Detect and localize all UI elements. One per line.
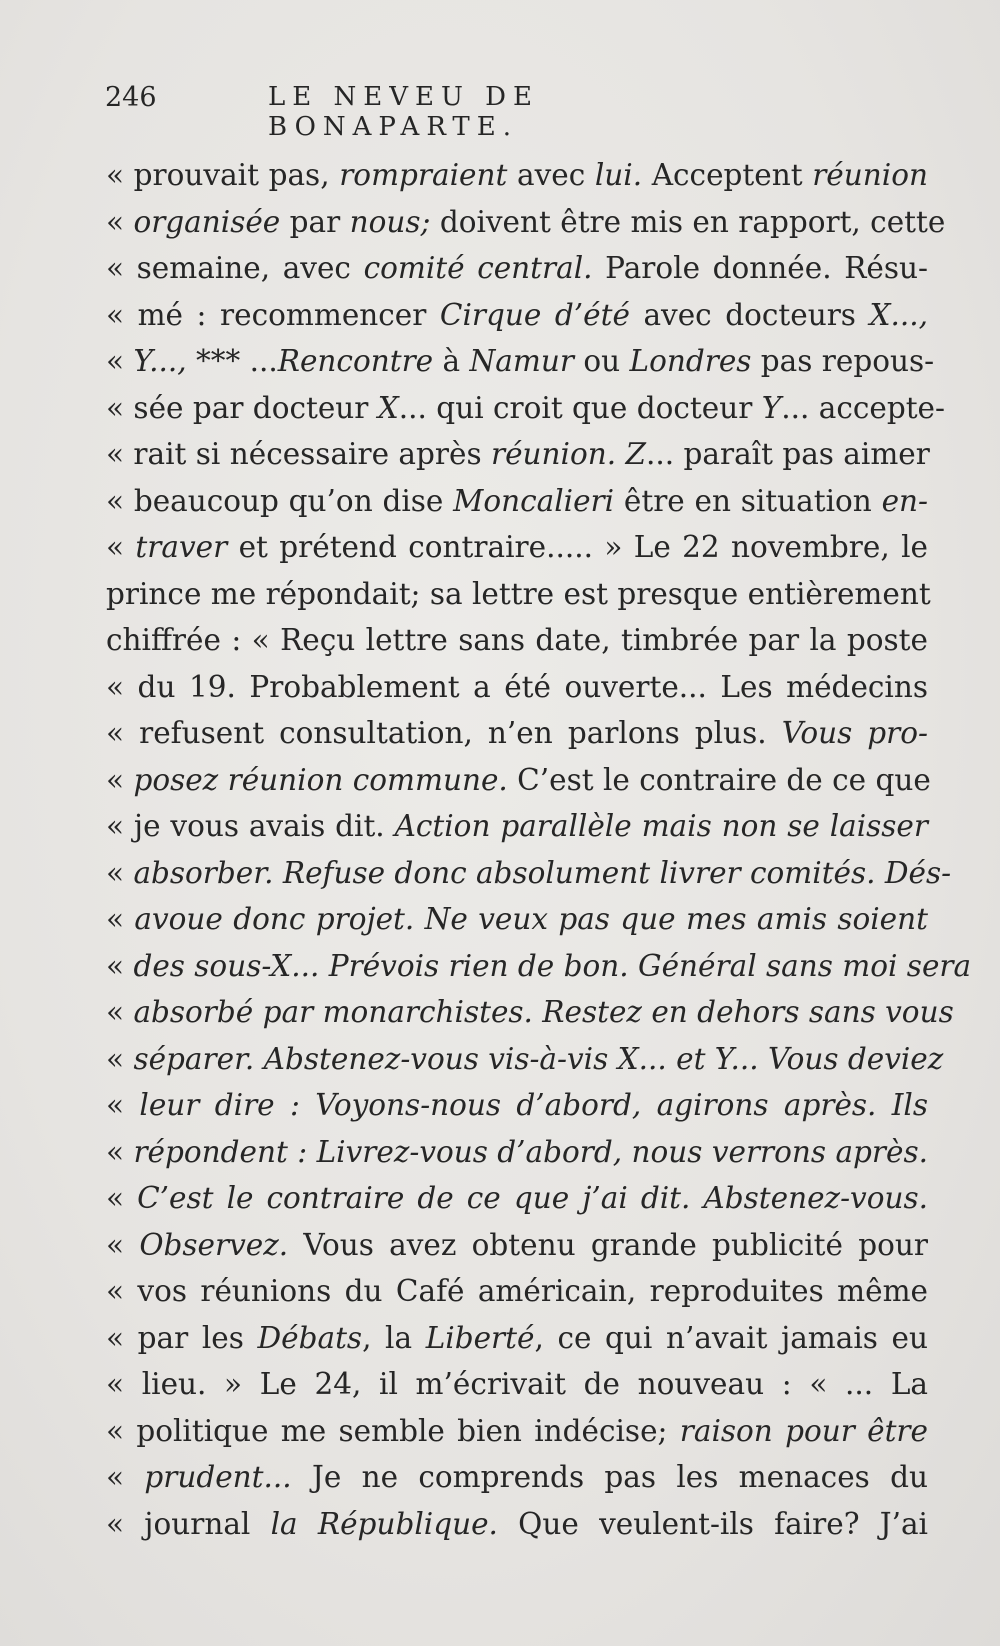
text-segment: « semaine, avec bbox=[106, 251, 364, 285]
italic-text-segment: réunion. Z bbox=[490, 437, 646, 471]
text-segment: Acceptent bbox=[642, 158, 813, 192]
text-line bbox=[106, 1408, 928, 1455]
text-segment: , la bbox=[362, 1320, 426, 1355]
text-segment: « bbox=[106, 344, 134, 378]
text-line bbox=[106, 1315, 928, 1362]
italic-text-segment: lui. bbox=[594, 158, 643, 192]
text-segment: , ce qui n’avait jamais eu bbox=[534, 1320, 929, 1355]
italic-text-segment: Vous pro- bbox=[781, 716, 928, 750]
italic-text-segment: en- bbox=[881, 483, 929, 518]
text-line bbox=[106, 1036, 944, 1083]
text-segment: ou bbox=[573, 344, 630, 378]
text-line bbox=[106, 292, 928, 339]
text-segment: « politique me semble bien indécise; bbox=[106, 1413, 680, 1448]
text-line bbox=[106, 1454, 928, 1501]
italic-text-segment: traver bbox=[135, 530, 228, 564]
text-segment: « bbox=[106, 1181, 138, 1215]
italic-text-segment: absorber. Refuse donc absolument livrer comités. Dés- bbox=[133, 855, 952, 890]
text-segment: ... accepte- bbox=[781, 390, 945, 425]
text-line bbox=[106, 152, 928, 199]
italic-text-segment: Moncalieri bbox=[453, 483, 615, 518]
italic-text-segment: Observez. bbox=[139, 1227, 289, 1262]
text-segment: ... qui croit que docteur bbox=[398, 390, 762, 425]
text-line bbox=[106, 1222, 928, 1269]
italic-text-segment: C’est le contraire de ce que j’ai dit. Abstenez-vous. bbox=[137, 1181, 928, 1215]
text-segment: C’est le contraire de ce que bbox=[507, 762, 931, 797]
text-segment: « bbox=[106, 1088, 140, 1122]
italic-text-segment: avoue donc projet. Ne veux pas que mes amis soient bbox=[134, 902, 928, 936]
text-segment: « par les bbox=[106, 1320, 258, 1355]
text-segment: avec docteurs bbox=[629, 297, 870, 332]
text-segment: « bbox=[106, 1227, 140, 1262]
text-line bbox=[106, 338, 935, 385]
text-segment: « beaucoup qu’on dise bbox=[106, 483, 454, 518]
italic-text-segment: Londres bbox=[629, 344, 752, 378]
italic-text-segment: Namur bbox=[469, 344, 574, 378]
body-text bbox=[106, 152, 972, 1547]
text-segment: « bbox=[106, 204, 134, 239]
italic-text-segment: des sous-X... Prévois rien de bon. Général sans moi sera bbox=[133, 948, 972, 983]
running-title: LE NEVEU DE BONAPARTE. bbox=[268, 82, 539, 142]
italic-text-segment: la République. bbox=[270, 1506, 498, 1541]
text-segment: être en situation bbox=[614, 483, 882, 518]
text-line bbox=[106, 617, 928, 664]
text-segment: à bbox=[433, 344, 470, 378]
text-line bbox=[106, 431, 928, 478]
italic-text-segment: Rencontre bbox=[277, 344, 434, 378]
text-segment: « journal bbox=[106, 1506, 271, 1541]
text-segment: « bbox=[106, 1041, 134, 1076]
text-line bbox=[106, 943, 972, 990]
text-line bbox=[106, 989, 954, 1036]
italic-text-segment: séparer. Abstenez-vous vis-à-vis X... et Y... Vous deviez bbox=[133, 1041, 944, 1076]
text-segment: prince me répondait; sa lettre est presque entièrement bbox=[106, 576, 931, 611]
page-number: 246 bbox=[105, 82, 157, 113]
text-segment: « bbox=[106, 1460, 145, 1494]
text-segment: « mé : recommencer bbox=[106, 297, 440, 332]
text-line bbox=[106, 571, 931, 618]
italic-text-segment: Cirque d’été bbox=[439, 297, 630, 332]
text-segment: « lieu. » Le 24, il m’écrivait de nouveau : « ... La bbox=[106, 1367, 928, 1401]
text-segment: Parole donnée. Résu- bbox=[592, 251, 928, 285]
text-segment: doivent être mis en rapport, cette bbox=[430, 204, 946, 239]
text-segment: « bbox=[106, 762, 134, 797]
text-line bbox=[106, 478, 928, 525]
text-segment: « vos réunions du Café américain, reproduites même bbox=[106, 1274, 928, 1308]
text-line bbox=[106, 524, 928, 571]
italic-text-segment: Liberté bbox=[425, 1320, 535, 1355]
text-line bbox=[106, 896, 928, 943]
text-segment: « bbox=[106, 855, 134, 890]
text-line bbox=[106, 199, 946, 246]
text-line bbox=[106, 1268, 928, 1315]
text-segment: « refusent consultation, n’en parlons plus. bbox=[106, 716, 782, 750]
text-segment: ... paraît pas aimer bbox=[645, 437, 930, 471]
text-line bbox=[106, 1501, 928, 1548]
italic-text-segment: répondent : Livrez-vous d’abord, nous verrons après. bbox=[133, 1134, 928, 1169]
italic-text-segment: Débats bbox=[257, 1320, 363, 1355]
text-line bbox=[106, 710, 928, 757]
text-segment: chiffrée : « Reçu lettre sans date, timbrée par la poste bbox=[106, 623, 928, 657]
text-segment: « bbox=[106, 902, 135, 936]
text-segment: pas repous- bbox=[751, 344, 935, 378]
italic-text-segment: nous; bbox=[349, 204, 431, 239]
text-line bbox=[106, 1082, 928, 1129]
text-line bbox=[106, 757, 931, 804]
running-head bbox=[105, 82, 785, 142]
italic-text-segment: posez réunion commune. bbox=[133, 762, 508, 797]
italic-text-segment: absorbé par monarchistes. Restez en dehors sans vous bbox=[133, 995, 954, 1029]
text-line bbox=[106, 850, 952, 897]
italic-text-segment: X bbox=[377, 390, 399, 425]
text-segment: *** ... bbox=[186, 344, 278, 378]
text-line bbox=[106, 664, 928, 711]
text-segment: « sée par docteur bbox=[106, 390, 378, 425]
text-segment: « bbox=[106, 948, 134, 983]
text-segment: avec bbox=[507, 158, 595, 192]
italic-text-segment: réunion bbox=[812, 158, 928, 192]
text-line bbox=[106, 1129, 928, 1176]
italic-text-segment: Y..., bbox=[133, 344, 187, 378]
text-line bbox=[106, 803, 928, 850]
text-segment: Que veulent-ils faire? J’ai bbox=[497, 1506, 928, 1541]
text-segment: Vous avez obtenu grande publicité pour bbox=[288, 1227, 928, 1262]
text-line bbox=[106, 1361, 928, 1408]
text-segment: par bbox=[280, 204, 350, 239]
text-segment: « je vous avais dit. bbox=[106, 809, 395, 843]
italic-text-segment: organisée bbox=[133, 204, 281, 239]
text-segment: « du 19. Probablement a été ouverte... Les médecins bbox=[106, 669, 928, 704]
text-line bbox=[106, 1175, 928, 1222]
text-segment: « bbox=[106, 530, 136, 564]
italic-text-segment: comité central. bbox=[363, 251, 593, 285]
text-segment: « bbox=[106, 995, 134, 1029]
text-line bbox=[106, 385, 945, 432]
italic-text-segment: X..., bbox=[869, 297, 928, 332]
italic-text-segment: leur dire : Voyons-nous d’abord, agirons après. Ils bbox=[139, 1088, 928, 1122]
italic-text-segment: prudent... bbox=[144, 1460, 292, 1494]
text-segment: Je ne comprends pas les menaces du bbox=[291, 1460, 928, 1494]
text-segment: « bbox=[106, 1134, 134, 1169]
text-segment: « prouvait pas, bbox=[106, 158, 340, 192]
italic-text-segment: rompraient bbox=[339, 158, 508, 192]
text-segment: « rait si nécessaire après bbox=[106, 437, 491, 471]
italic-text-segment: Y bbox=[761, 390, 782, 425]
italic-text-segment: Action parallèle mais non se laisser bbox=[394, 809, 928, 843]
italic-text-segment: raison pour être bbox=[679, 1413, 928, 1448]
text-segment: et prétend contraire..... » Le 22 novembre, le bbox=[227, 530, 928, 564]
text-line bbox=[106, 245, 928, 292]
